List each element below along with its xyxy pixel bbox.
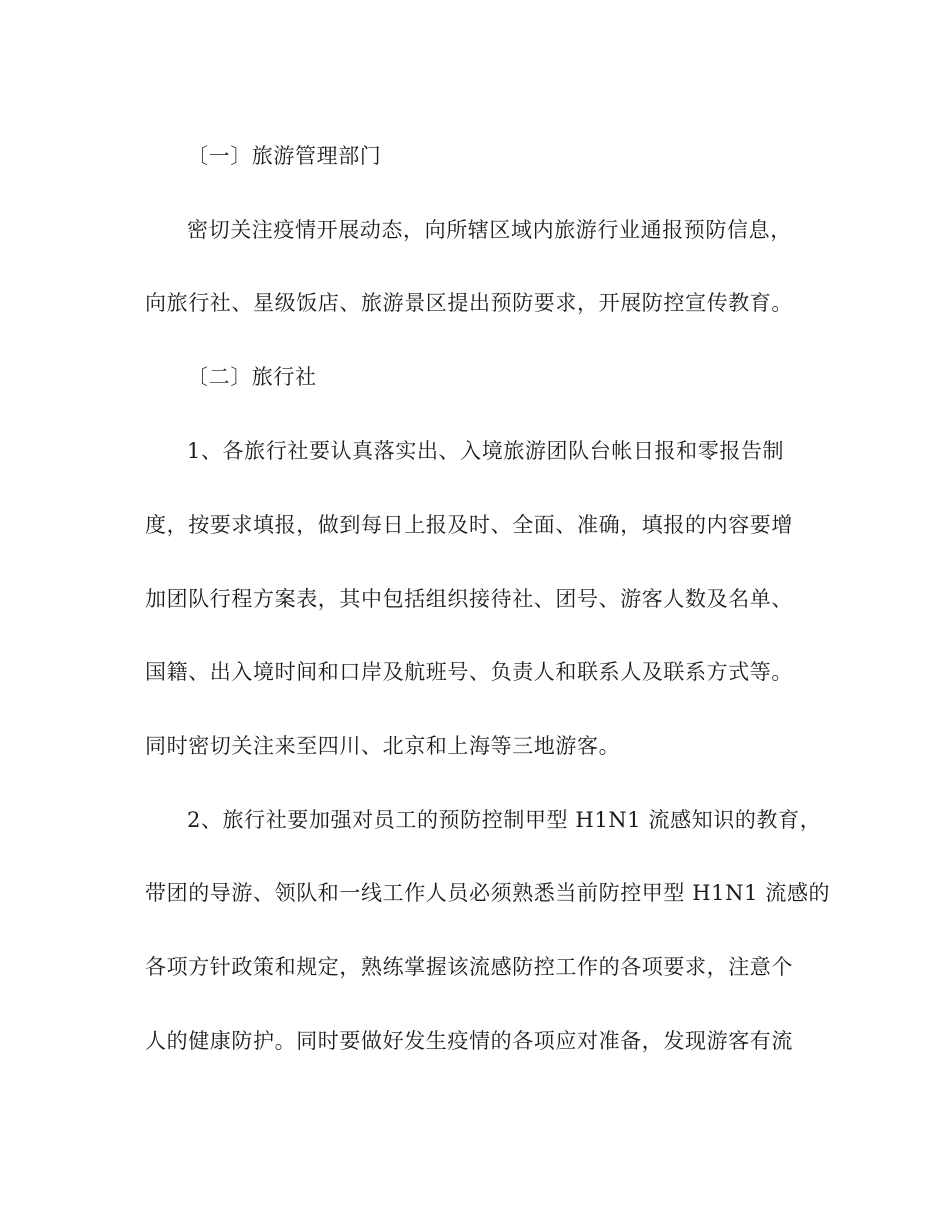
paragraph-line: 1、各旅行社要认真落实出、入境旅游团队台帐日报和零报告制	[187, 439, 785, 463]
section-heading-travel-agency: 〔二〕旅行社	[187, 365, 317, 389]
paragraph-line: 同时密切关注来至四川、北京和上海等三地游客。	[145, 734, 621, 758]
paragraph-line: 带团的导游、领队和一线工作人员必须熟悉当前防控甲型 H1N1 流感的	[145, 881, 831, 905]
paragraph-line: 国籍、出入境时间和口岸及航班号、负责人和联系人及联系方式等。	[145, 660, 793, 684]
paragraph-line: 加团队行程方案表，其中包括组织接待社、团号、游客人数及名单、	[145, 587, 793, 611]
paragraph-line: 人的健康防护。同时要做好发生疫情的各项应对准备，发现游客有流	[145, 1029, 793, 1053]
paragraph-line: 2、旅行社要加强对员工的预防控制甲型 H1N1 流感知识的教育，	[187, 808, 822, 832]
paragraph-line: 各项方针政策和规定，熟练掌握该流感防控工作的各项要求，注意个	[145, 955, 793, 979]
paragraph-line: 度，按要求填报，做到每日上报及时、全面、准确，填报的内容要增	[145, 513, 793, 537]
paragraph-line: 密切关注疫情开展动态，向所辖区域内旅游行业通报预防信息，	[187, 218, 792, 242]
paragraph-line: 向旅行社、星级饭店、旅游景区提出预防要求，开展防控宣传教育。	[145, 291, 793, 315]
section-heading-tourism-admin: 〔一〕旅游管理部门	[187, 144, 382, 168]
